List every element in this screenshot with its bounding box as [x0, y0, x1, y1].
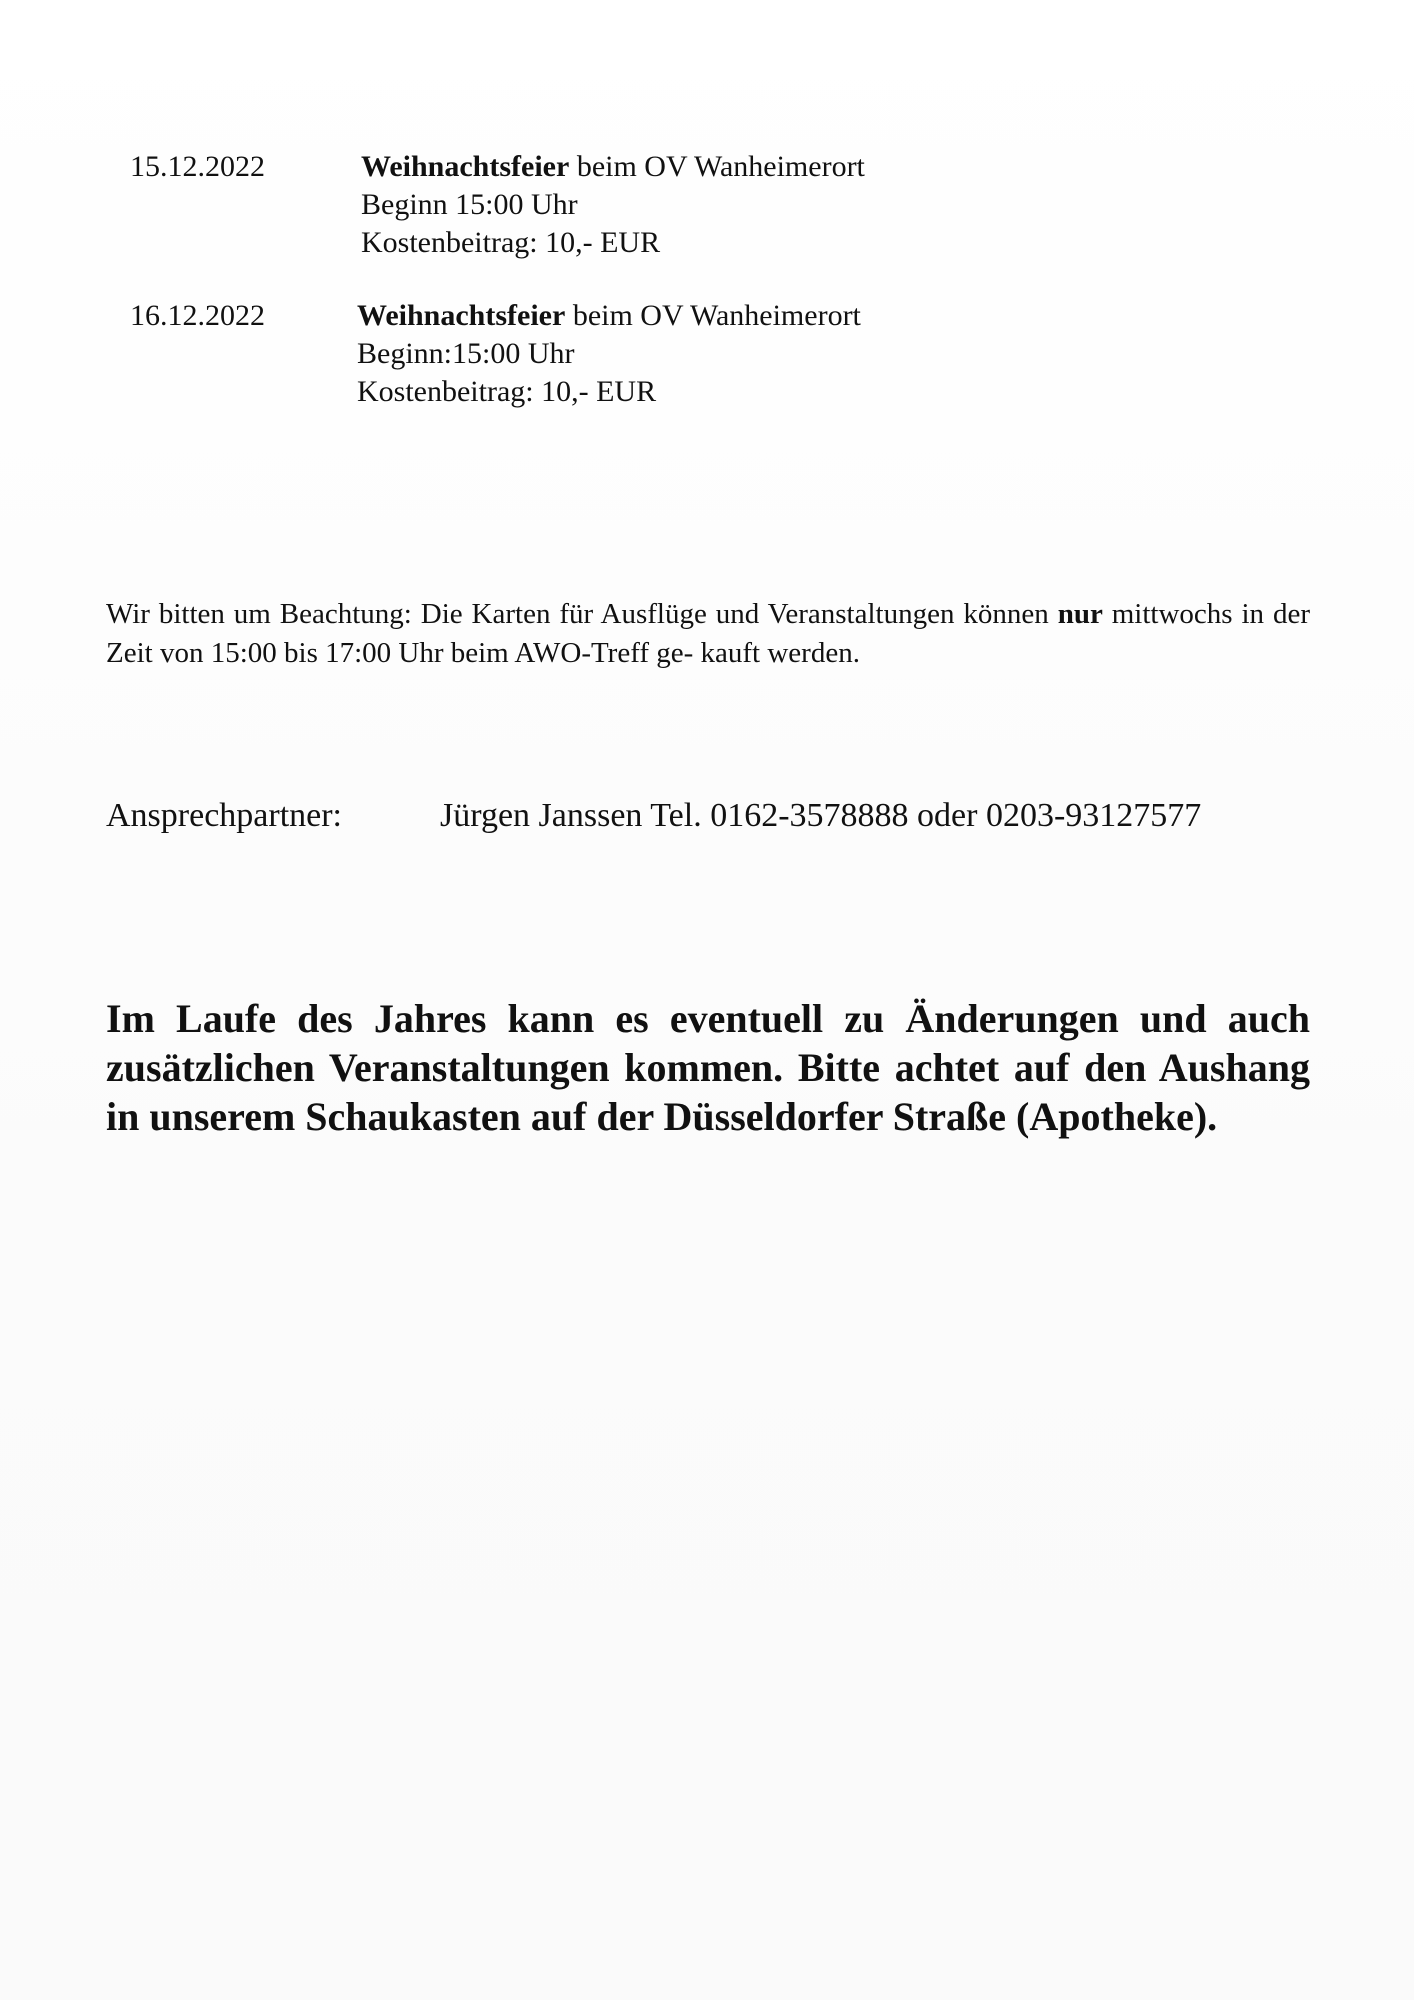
- event-start: Beginn 15:00 Uhr: [361, 188, 578, 221]
- contact-value: Jürgen Janssen Tel. 0162-3578888 oder 0203-93127577: [440, 797, 1202, 834]
- notice-text-start: Wir bitten um Beachtung: Die Karten für Ausflüge und Veranstaltungen können: [106, 598, 1058, 630]
- ticket-notice: [106, 595, 1310, 673]
- event-details: [361, 148, 865, 262]
- event-location: beim OV Wanheimerort: [569, 150, 865, 183]
- event-location: beim OV Wanheimerort: [565, 299, 861, 332]
- event-cost: Kostenbeitrag: 10,- EUR: [357, 375, 657, 408]
- closing-announcement: Im Laufe des Jahres kann es eventuell zu Änderungen und auch zusätzlichen Veranstaltungen kommen. Bitte achtet auf den Aushang in unserem Schaukasten auf der Düsseldorfer Straße (Apotheke).: [106, 996, 1310, 1139]
- contact-line: [106, 794, 1201, 838]
- event-title: Weihnachtsfeier: [361, 150, 570, 183]
- event-title: Weihnachtsfeier: [357, 299, 566, 332]
- event-date: 15.12.2022: [130, 150, 265, 183]
- event-cost: Kostenbeitrag: 10,- EUR: [361, 226, 661, 259]
- notice-text-end: mittwochs in der Zeit von 15:00 bis 17:00 Uhr beim AWO-Treff ge- kauft werden.: [106, 598, 1310, 669]
- contact-label: Ansprechpartner:: [106, 797, 343, 834]
- event-start: Beginn:15:00 Uhr: [357, 337, 575, 370]
- event-details: [357, 297, 861, 411]
- notice-emphasis: nur: [1057, 598, 1103, 630]
- event-date: 16.12.2022: [130, 299, 265, 332]
- event-title-line: [361, 148, 865, 186]
- event-title-line: [357, 297, 861, 335]
